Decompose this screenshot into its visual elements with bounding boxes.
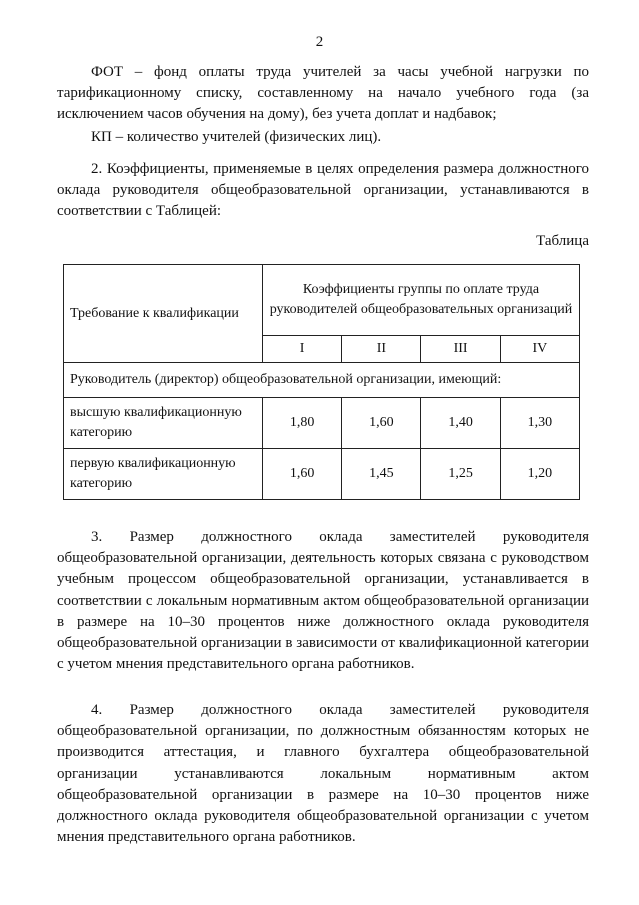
paragraph-2: 2. Коэффициенты, применяемые в целях определения размера должностного оклада руководителя общеобразовательной организации, устанавливаются в соответствии с Таблицей: [57, 161, 589, 219]
table-row-label: высшую квалификационную категорию [64, 398, 263, 449]
coefficient-table [63, 264, 580, 500]
table-caption: Таблица [536, 233, 589, 249]
table-row [64, 449, 580, 500]
table-cell: 1,20 [500, 449, 579, 500]
table-cell: 1,30 [500, 398, 579, 449]
paragraph-3: 3. Размер должностного оклада заместителей руководителя общеобразовательной организации, деятельность которых связана с руководством учебным процессом общеобразовательной организации, устанавливается в соответствии с локальным нормативным актом общеобразовательной организации в размере на 10–30 процентов ниже должностного оклада руководителя общеобразовательной организации в зависимости от квалификационной категории с учетом мнения представительного органа работников. [57, 529, 589, 673]
table-cell: 1,25 [421, 449, 500, 500]
table-cell: 1,80 [263, 398, 342, 449]
table-header-group-4: IV [500, 336, 579, 363]
table-header-requirement: Требование к квалификации [64, 265, 263, 363]
paragraph-fot: ФОТ – фонд оплаты труда учителей за часы учебной нагрузки по тарификационному списку, составленному на начало учебного года (за исключением часов обучения на дому), без учета доплат и надбавок; [57, 64, 589, 122]
table-row-label: первую квалификационную категорию [64, 449, 263, 500]
table-cell: 1,40 [421, 398, 500, 449]
page-number: 2 [315, 34, 324, 50]
table-row [64, 398, 580, 449]
table-header-group-2: II [342, 336, 421, 363]
paragraph-4: 4. Размер должностного оклада заместителей руководителя общеобразовательной организации, по должностным обязанностям которых не производится аттестация, и главного бухгалтера общеобразовательной организации устанавливаются локальным нормативным актом общеобразовательной организации в размере на 10–30 процентов ниже должностного оклада руководителя общеобразовательной организации с учетом мнения представительного органа работников. [57, 702, 589, 846]
paragraph-kp: КП – количество учителей (физических лиц). [91, 129, 382, 145]
table-header-groups: Коэффициенты группы по оплате труда руководителей общеобразовательных организаций [263, 265, 580, 336]
table-header-group-3: III [421, 336, 500, 363]
table-cell: 1,45 [342, 449, 421, 500]
table-header-group-1: I [263, 336, 342, 363]
table-cell: 1,60 [263, 449, 342, 500]
table-section-row: Руководитель (директор) общеобразовательной организации, имеющий: [64, 363, 580, 398]
table-cell: 1,60 [342, 398, 421, 449]
